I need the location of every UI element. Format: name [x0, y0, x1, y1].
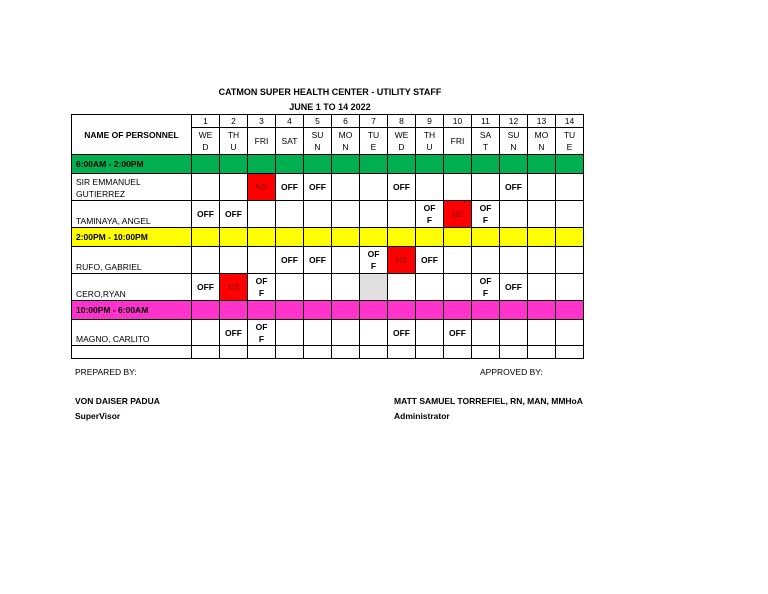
shift-band-cell — [528, 155, 556, 174]
empty-cell — [444, 346, 472, 359]
schedule-cell — [192, 174, 220, 201]
shift-band-cell — [304, 301, 332, 320]
day-name-cell: MO N — [332, 128, 360, 155]
approved-by-label: APPROVED BY: — [480, 367, 543, 377]
off-day-cell: OFF — [500, 174, 528, 201]
shift-band-row — [72, 301, 584, 320]
night-shift-cell: NS — [248, 174, 276, 201]
schedule-cell — [472, 174, 500, 201]
day-name-cell: MO N — [528, 128, 556, 155]
schedule-cell — [248, 247, 276, 274]
off-day-cell: OFF — [444, 320, 472, 346]
schedule-cell — [528, 247, 556, 274]
day-number-cell: 1 — [192, 115, 220, 128]
day-number-cell: 12 — [500, 115, 528, 128]
off-day-cell: OFF — [500, 274, 528, 301]
shift-band-cell — [220, 228, 248, 247]
shift-band-cell — [500, 155, 528, 174]
day-number-cell: 3 — [248, 115, 276, 128]
table-row — [72, 320, 584, 346]
empty-cell — [556, 346, 584, 359]
shift-band-cell — [192, 228, 220, 247]
schedule-cell — [556, 247, 584, 274]
shift-band-cell — [472, 301, 500, 320]
day-number-cell: 8 — [388, 115, 416, 128]
day-number-cell: 4 — [276, 115, 304, 128]
schedule-cell — [500, 247, 528, 274]
schedule-cell — [500, 320, 528, 346]
night-shift-cell: NS — [444, 201, 472, 228]
day-number-cell: 6 — [332, 115, 360, 128]
schedule-cell — [556, 201, 584, 228]
shift-band-cell — [248, 155, 276, 174]
shift-band-cell — [276, 228, 304, 247]
schedule-cell — [556, 174, 584, 201]
off-day-cell: OF F — [248, 274, 276, 301]
day-name-cell: SU N — [500, 128, 528, 155]
schedule-cell — [416, 320, 444, 346]
empty-cell — [500, 346, 528, 359]
shift-band-cell — [528, 301, 556, 320]
shift-band-cell — [388, 228, 416, 247]
approved-role: Administrator — [394, 411, 450, 421]
off-day-cell: OFF — [304, 174, 332, 201]
schedule-cell — [360, 274, 388, 301]
off-day-cell: OFF — [220, 320, 248, 346]
schedule-cell — [360, 201, 388, 228]
shift-band-cell — [556, 228, 584, 247]
empty-cell — [360, 346, 388, 359]
shift-band-cell — [248, 228, 276, 247]
shift-band-cell — [556, 155, 584, 174]
shift-band-cell — [220, 301, 248, 320]
shift-band-cell — [416, 228, 444, 247]
schedule-cell — [276, 201, 304, 228]
empty-cell — [416, 346, 444, 359]
off-day-cell: OFF — [388, 174, 416, 201]
schedule-cell — [332, 274, 360, 301]
shift-band-cell — [332, 155, 360, 174]
day-name-cell: SAT — [276, 128, 304, 155]
shift-band-cell — [304, 155, 332, 174]
day-name-cell: WE D — [388, 128, 416, 155]
schedule-cell — [332, 320, 360, 346]
off-day-cell: OFF — [304, 247, 332, 274]
shift-band-cell — [304, 228, 332, 247]
off-day-cell: OFF — [192, 274, 220, 301]
day-number-cell: 5 — [304, 115, 332, 128]
shift-band-cell — [444, 301, 472, 320]
off-day-cell: OFF — [276, 247, 304, 274]
day-name-cell: TU E — [360, 128, 388, 155]
prepared-name: VON DAISER PADUA — [75, 396, 160, 406]
schedule-cell — [388, 274, 416, 301]
prepared-role: SuperVisor — [75, 411, 121, 421]
shift-band-cell — [500, 301, 528, 320]
empty-cell — [220, 346, 248, 359]
table-row — [72, 201, 584, 228]
day-name-cell: SA T — [472, 128, 500, 155]
day-number-cell: 9 — [416, 115, 444, 128]
empty-cell — [72, 346, 192, 359]
night-shift-cell: NS — [388, 247, 416, 274]
prepared-by-label: PREPARED BY: — [75, 367, 137, 377]
off-day-cell: OFF — [388, 320, 416, 346]
approved-name: MATT SAMUEL TORREFIEL, RN, MAN, MMHoA — [394, 396, 583, 406]
shift-band-cell — [332, 301, 360, 320]
empty-cell — [276, 346, 304, 359]
schedule-cell — [528, 320, 556, 346]
empty-cell — [472, 346, 500, 359]
shift-band-cell — [388, 155, 416, 174]
day-name-cell: WE D — [192, 128, 220, 155]
schedule-table — [71, 114, 584, 359]
empty-row — [72, 346, 584, 359]
empty-cell — [248, 346, 276, 359]
night-shift-cell: NS — [220, 274, 248, 301]
off-day-cell: OF F — [360, 247, 388, 274]
empty-cell — [304, 346, 332, 359]
schedule-cell — [556, 274, 584, 301]
table-row — [72, 274, 584, 301]
schedule-cell — [528, 201, 556, 228]
schedule-cell — [332, 174, 360, 201]
personnel-name: MAGNO, CARLITO — [72, 320, 192, 346]
document-title: CATMON SUPER HEALTH CENTER - UTILITY STAFF — [218, 87, 442, 97]
personnel-name: TAMINAYA, ANGEL — [72, 201, 192, 228]
day-number-cell: 14 — [556, 115, 584, 128]
day-name-cell: FRI — [248, 128, 276, 155]
schedule-cell — [332, 201, 360, 228]
empty-cell — [388, 346, 416, 359]
off-day-cell: OFF — [192, 201, 220, 228]
shift-band-cell — [192, 301, 220, 320]
off-day-cell: OF F — [472, 201, 500, 228]
schedule-cell — [556, 320, 584, 346]
schedule-cell — [192, 320, 220, 346]
schedule-cell — [388, 201, 416, 228]
shift-band-cell — [332, 228, 360, 247]
personnel-name: SIR EMMANUEL GUTIERREZ — [72, 174, 192, 201]
off-day-cell: OFF — [276, 174, 304, 201]
schedule-cell — [528, 174, 556, 201]
schedule-cell — [304, 274, 332, 301]
off-day-cell: OFF — [220, 201, 248, 228]
off-day-cell: OF F — [416, 201, 444, 228]
off-day-cell: OF F — [248, 320, 276, 346]
shift-band-row — [72, 155, 584, 174]
schedule-cell — [444, 174, 472, 201]
empty-cell — [332, 346, 360, 359]
schedule-cell — [220, 247, 248, 274]
schedule-cell — [304, 201, 332, 228]
day-name-cell: TH U — [416, 128, 444, 155]
off-day-cell: OFF — [416, 247, 444, 274]
shift-band-cell — [556, 301, 584, 320]
shift-label: 6:00AM - 2:00PM — [72, 155, 192, 174]
shift-band-cell — [360, 228, 388, 247]
day-number-cell: 13 — [528, 115, 556, 128]
shift-band-cell — [360, 155, 388, 174]
shift-band-cell — [444, 155, 472, 174]
shift-band-cell — [416, 155, 444, 174]
schedule-cell — [472, 247, 500, 274]
schedule-cell — [332, 247, 360, 274]
day-number-cell: 2 — [220, 115, 248, 128]
schedule-cell — [528, 274, 556, 301]
document-subtitle: JUNE 1 TO 14 2022 — [289, 102, 371, 112]
empty-cell — [528, 346, 556, 359]
shift-band-cell — [472, 228, 500, 247]
personnel-name: CERO,RYAN — [72, 274, 192, 301]
day-number-cell: 10 — [444, 115, 472, 128]
schedule-cell — [416, 174, 444, 201]
shift-band-cell — [248, 301, 276, 320]
schedule-cell — [360, 320, 388, 346]
empty-cell — [192, 346, 220, 359]
name-column-header: NAME OF PERSONNEL — [72, 115, 192, 155]
shift-band-cell — [416, 301, 444, 320]
shift-band-cell — [500, 228, 528, 247]
shift-label: 10:00PM - 6:00AM — [72, 301, 192, 320]
schedule-cell — [276, 320, 304, 346]
schedule-cell — [444, 274, 472, 301]
header-row-numbers — [72, 115, 584, 128]
schedule-cell — [360, 174, 388, 201]
schedule-cell — [500, 201, 528, 228]
schedule-cell — [416, 274, 444, 301]
schedule-cell — [192, 247, 220, 274]
shift-band-cell — [276, 155, 304, 174]
schedule-cell — [220, 174, 248, 201]
shift-band-cell — [276, 301, 304, 320]
schedule-cell — [472, 320, 500, 346]
day-number-cell: 7 — [360, 115, 388, 128]
shift-band-cell — [192, 155, 220, 174]
day-name-cell: FRI — [444, 128, 472, 155]
table-row — [72, 247, 584, 274]
shift-band-cell — [472, 155, 500, 174]
shift-band-row — [72, 228, 584, 247]
shift-label: 2:00PM - 10:00PM — [72, 228, 192, 247]
shift-band-cell — [388, 301, 416, 320]
personnel-name: RUFO, GABRIEL — [72, 247, 192, 274]
shift-band-cell — [444, 228, 472, 247]
schedule-cell — [276, 274, 304, 301]
shift-band-cell — [220, 155, 248, 174]
day-name-cell: TU E — [556, 128, 584, 155]
table-row — [72, 174, 584, 201]
schedule-cell — [248, 201, 276, 228]
off-day-cell: OF F — [472, 274, 500, 301]
schedule-cell — [444, 247, 472, 274]
day-number-cell: 11 — [472, 115, 500, 128]
day-name-cell: SU N — [304, 128, 332, 155]
day-name-cell: TH U — [220, 128, 248, 155]
schedule-cell — [304, 320, 332, 346]
shift-band-cell — [360, 301, 388, 320]
shift-band-cell — [528, 228, 556, 247]
